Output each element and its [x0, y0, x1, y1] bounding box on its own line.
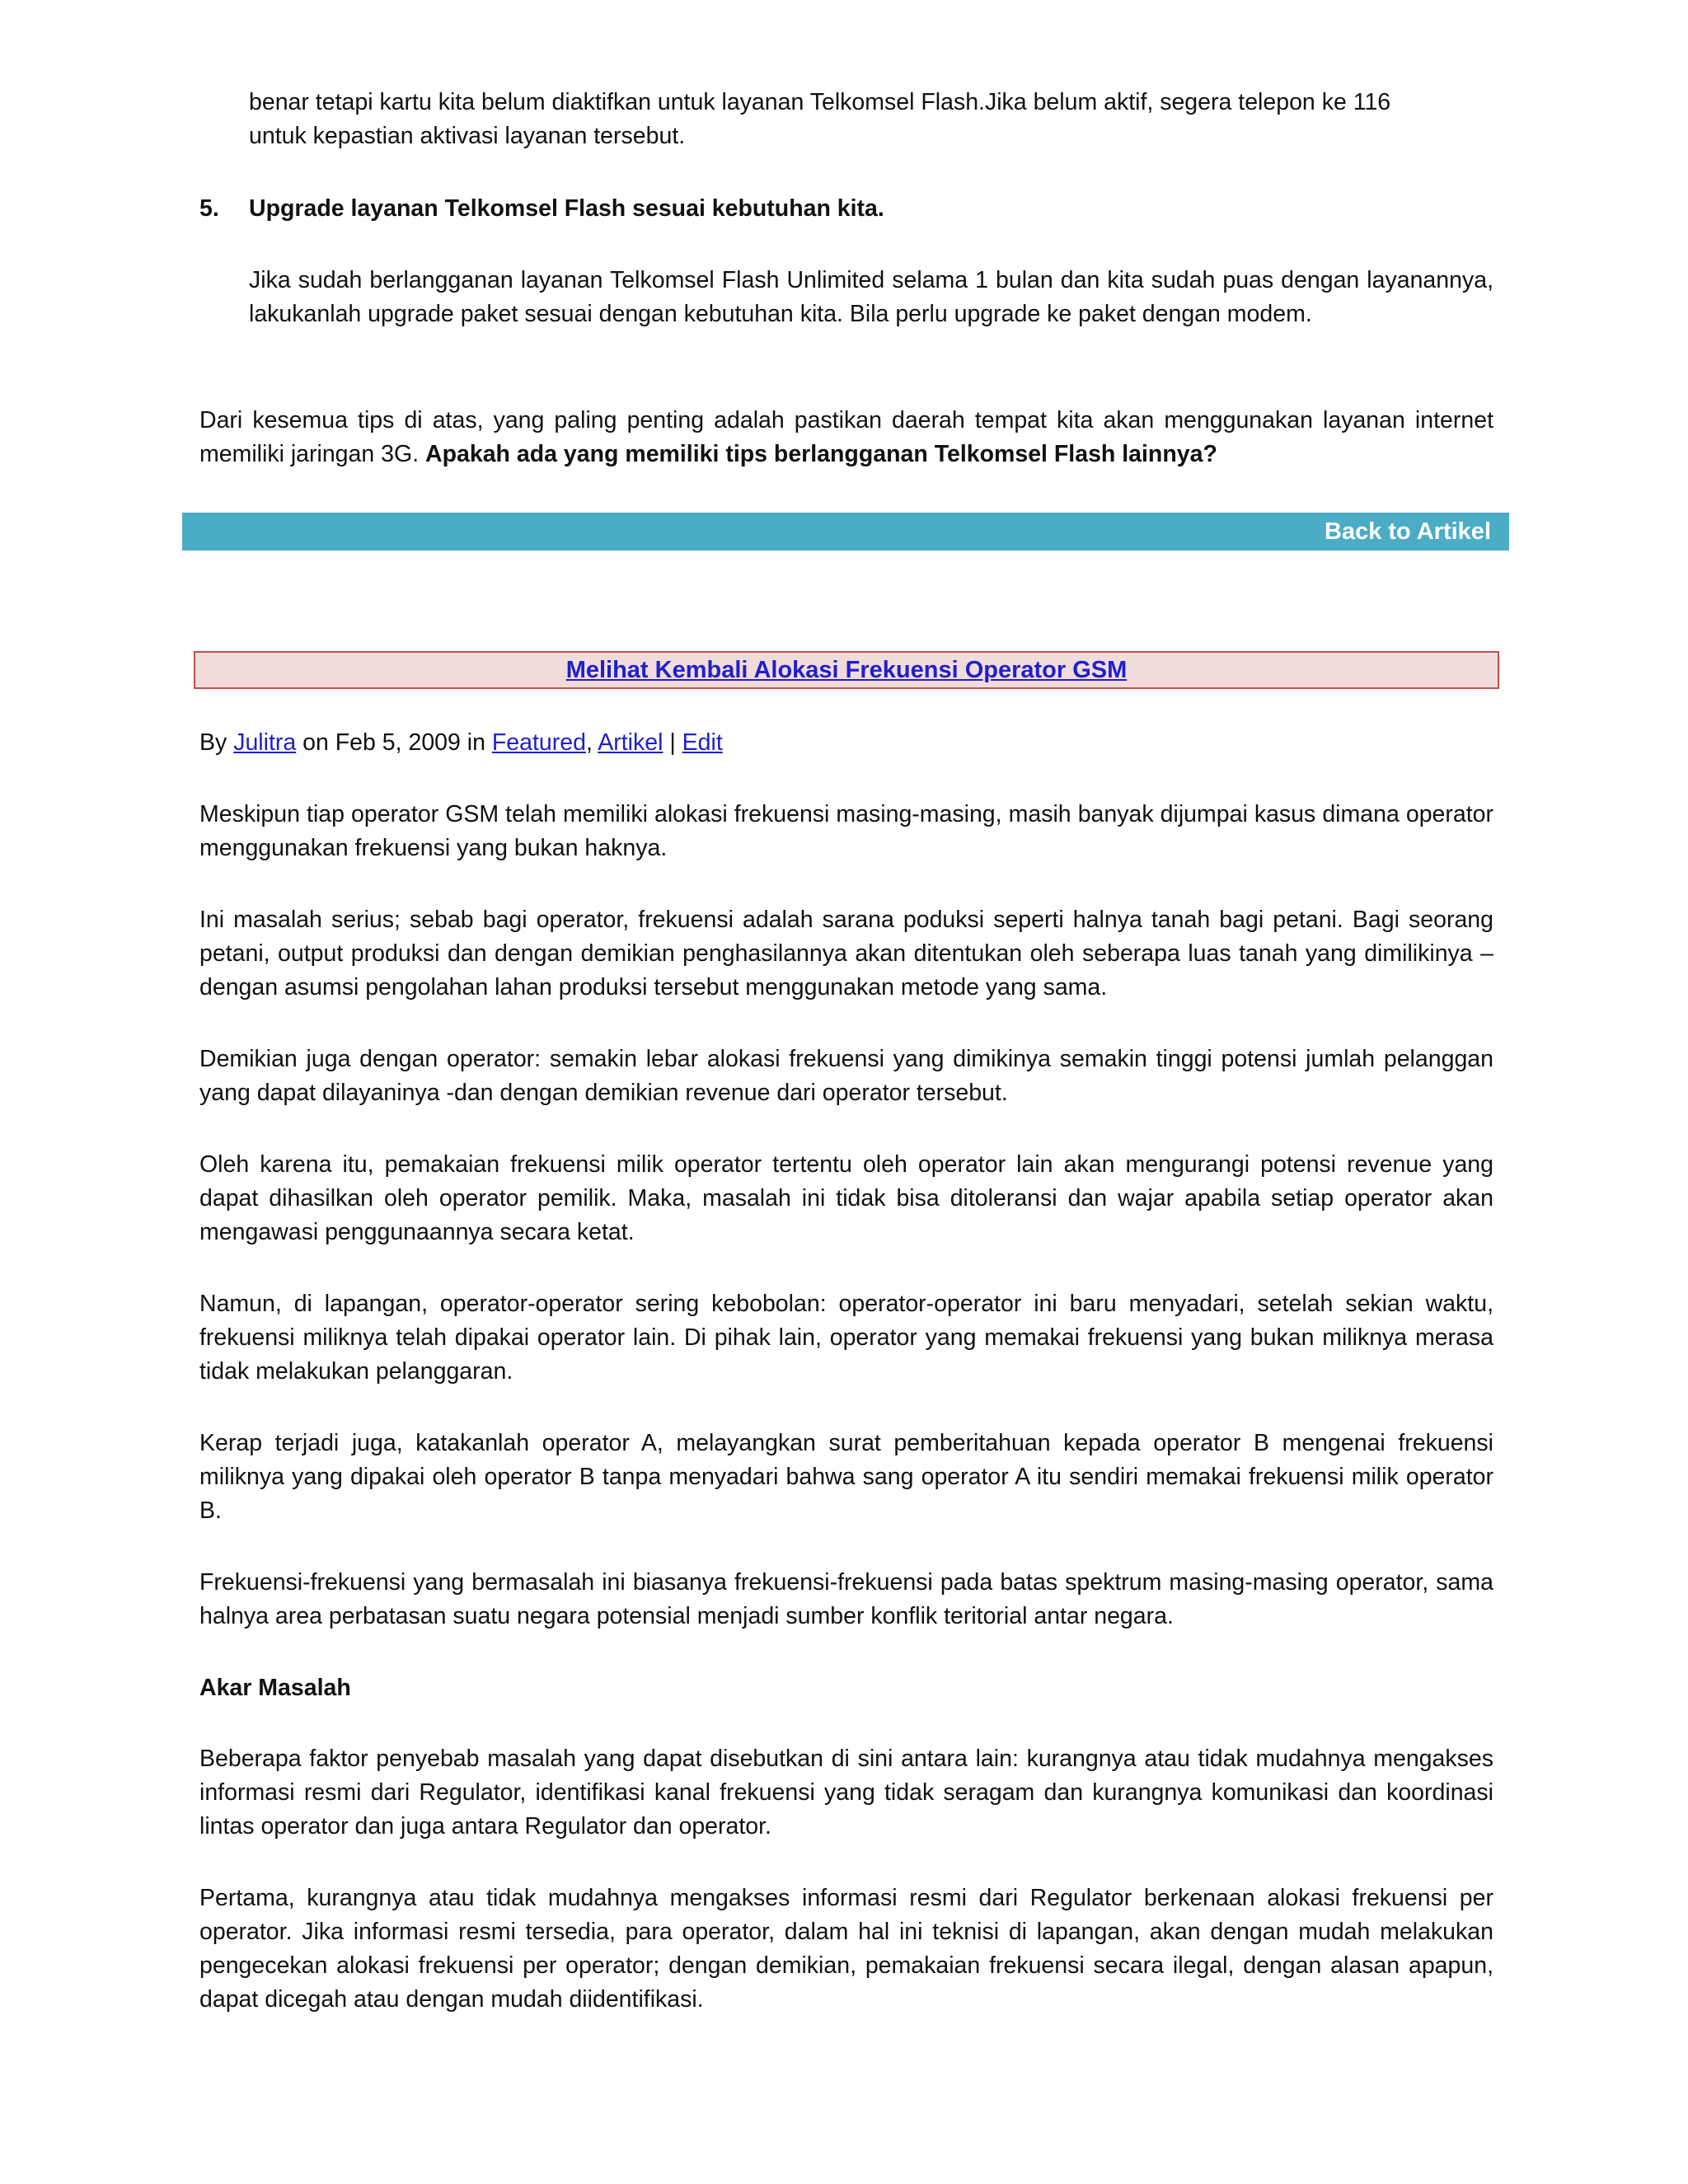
byline-comma: ,: [585, 729, 598, 756]
continuation-line-2: untuk kepastian aktivasi layanan tersebut.: [249, 123, 686, 149]
closing-paragraph: [199, 404, 1493, 471]
category-artikel-link[interactable]: Artikel: [598, 729, 663, 756]
closing-text: Dari kesemua tips di atas, yang paling penting adalah pastikan daerah tempat kita akan menggunakan layanan internet memiliki jaringan 3G.: [199, 407, 1493, 467]
step-number: 5.: [199, 195, 219, 222]
article-paragraph: Pertama, kurangnya atau tidak mudahnya mengakses informasi resmi dari Regulator berkenaan alokasi frekuensi per operator. Jika informasi resmi tersedia, para operator, dalam hal ini teknisi di lapangan, akan dengan mudah melakukan pengecekan alokasi frekuensi per operator; dengan demikian, pemakaian frekuensi secara ilegal, dengan alasan apapun, dapat dicegah atau dengan mudah diidentifikasi.: [199, 1885, 1493, 2013]
article-paragraph: Frekuensi-frekuensi yang bermasalah ini biasanya frekuensi-frekuensi pada batas spektrum masing-masing operator, sama halnya area perbatasan suatu negara potensial menjadi sumber konflik teritorial antar negara.: [199, 1569, 1493, 1629]
section-subheading: Akar Masalah: [199, 1675, 351, 1701]
article-title-link[interactable]: Melihat Kembali Alokasi Frekuensi Operator GSM: [565, 657, 1128, 683]
step-text: Jika sudah berlangganan layanan Telkomsel Flash Unlimited selama 1 bulan dan kita sudah puas dengan layanannya, lakukanlah upgrade paket sesuai dengan kebutuhan kita. Bila perlu upgrade ke paket dengan modem.: [249, 267, 1493, 327]
article-paragraph: Oleh karena itu, pemakaian frekuensi milik operator tertentu oleh operator lain akan mengurangi potensi revenue yang dapat dihasilkan oleh operator pemilik. Maka, masalah ini tidak bisa ditoleransi dan wajar apabila setiap operator akan mengawasi penggunaannya secara ketat.: [199, 1151, 1493, 1245]
continuation-line-1: benar tetapi kartu kita belum diaktifkan untuk layanan Telkomsel Flash.Jika belum aktif, segera telepon ke 116: [249, 89, 1391, 115]
byline-date: on Feb 5, 2009 in: [296, 729, 492, 756]
author-link[interactable]: Julitra: [233, 729, 297, 756]
edit-link[interactable]: Edit: [682, 729, 723, 756]
article-paragraph: Beberapa faktor penyebab masalah yang dapat disebutkan di sini antara lain: kurangnya atau tidak mudahnya mengakses informasi resmi dari Regulator, identifikasi kanal frekuensi yang tidak seragam dan kurangnya komunikasi dan koordinasi lintas operator dan juga antara Regulator dan operator.: [199, 1746, 1493, 1840]
closing-question: Apakah ada yang memiliki tips berlangganan Telkomsel Flash lainnya?: [425, 441, 1217, 467]
back-to-artikel-link[interactable]: Back to Artikel: [1325, 518, 1491, 545]
byline-separator: |: [663, 729, 682, 756]
article-paragraph: Kerap terjadi juga, katakanlah operator A, melayangkan surat pemberitahuan kepada operator B mengenai frekuensi miliknya yang dipakai oleh operator B tanpa menyadari bahwa sang operator A itu sendiri memakai frekuensi milik operator B.: [199, 1430, 1493, 1524]
article-paragraph: Demikian juga dengan operator: semakin lebar alokasi frekuensi yang dimikinya semakin tinggi potensi jumlah pelanggan yang dapat dilayaninya -dan dengan demikian revenue dari operator tersebut.: [199, 1046, 1493, 1106]
article-paragraph: Meskipun tiap operator GSM telah memiliki alokasi frekuensi masing-masing, masih banyak dijumpai kasus dimana operator menggunakan frekuensi yang bukan haknya.: [199, 801, 1493, 861]
byline-by: By: [199, 729, 234, 756]
byline: [199, 726, 1493, 760]
article-paragraph: Ini masalah serius; sebab bagi operator, frekuensi adalah sarana poduksi seperti halnya tanah bagi petani. Bagi seorang petani, output produksi dan dengan demikian penghasilannya akan ditentukan oleh seberapa luas tanah yang dimilikinya –dengan asumsi pengolahan lahan produksi tersebut menggunakan metode yang sama.: [199, 907, 1493, 1001]
back-bar: [182, 513, 1509, 551]
category-featured-link[interactable]: Featured: [491, 729, 586, 756]
article-paragraph: Namun, di lapangan, operator-operator sering kebobolan: operator-operator ini baru menyadari, setelah sekian waktu, frekuensi miliknya telah dipakai operator lain. Di pihak lain, operator yang memakai frekuensi yang bukan miliknya merasa tidak melakukan pelanggaran.: [199, 1291, 1493, 1385]
article-title-box: [194, 651, 1499, 689]
step-heading: Upgrade layanan Telkomsel Flash sesuai kebutuhan kita.: [249, 195, 884, 222]
